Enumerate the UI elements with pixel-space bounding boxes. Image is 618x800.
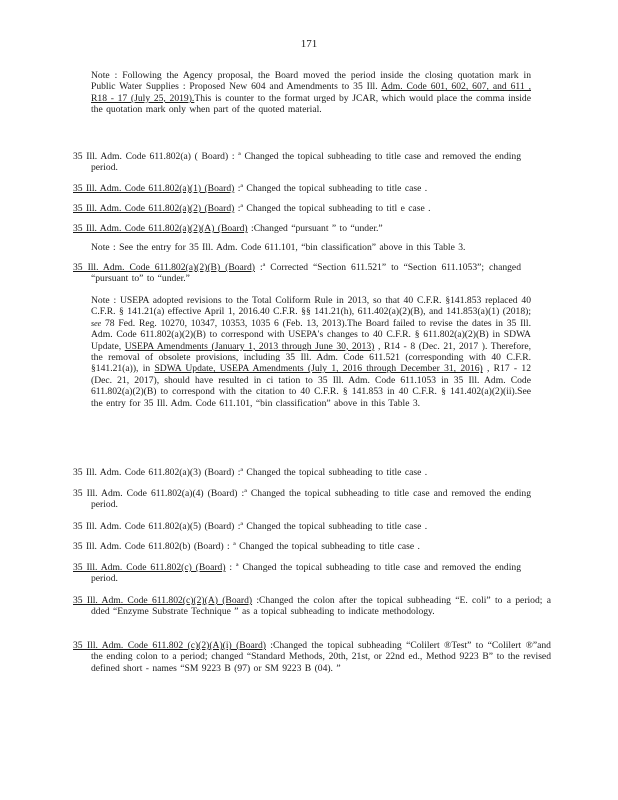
citation-link-text: 35 Ill. Adm. Code 611.802(a)(1) (Board) <box>73 183 235 194</box>
entry-text: Note : See the entry for 35 Ill. Adm. Code 611.101, “bin classification” above in this Table 3. <box>91 242 466 253</box>
entry-text: Note : USEPA adopted revisions to the Total Coliform Rule in 2013, so that 40 C.F.R. §141.853 replaced 40 C.F.R. § 141.21(a) effective April 1, 2016.40 C.F.R. §§ 141.21(h), 611.402(a)(2)(B), and 141.853(a)(1) (2018); <box>91 295 531 318</box>
entry-1 <box>91 70 531 116</box>
entry-14 <box>73 595 551 618</box>
entry-text: Note : Following the Agency proposal, the Board moved the period inside the closing quotation mark in Public Water Supplies : Proposed New 604 and Amendments to 35 Ill. <box>91 70 531 93</box>
entry-text: :Changed “pursuant ” to “under.” <box>247 223 383 234</box>
entry-6 <box>91 242 541 253</box>
entry-10 <box>73 488 531 511</box>
entry-4 <box>73 203 503 214</box>
entry-text: :Changed the topical subheading “Colilert ®Test” to “Colilert ®”and the ending colon to a period; changed “Standard Methods, 20th, 21st, or 22nd ed., Method 9223 B” to the revised defined short - names “SM 9223 B (97) or SM 9223 B (04). ” <box>91 640 551 674</box>
entry-8 <box>91 295 531 409</box>
entry-text: 35 Ill. Adm. Code 611.802(a)(5) (Board) :ª Changed the topical subheading to title case . <box>73 521 428 532</box>
citation-link-text: 35 Ill. Adm. Code 611.802 (c)(2)(A)(i) (Board) <box>73 640 266 651</box>
citation-link-text: Adm. Code 601, 602, 607, and 611 , R18 - 17 (July 25, 2019). <box>91 81 532 104</box>
citation-link-text: 35 Ill. Adm. Code 611.802(c) (Board) <box>73 562 226 573</box>
entry-text: , R14 - 8 (Dec. 21, 2017 ). Therefore, the removal of obsolete provisions, including 35 Ill. Adm. Code 611.521 (corresponding with 40 C.F.R. §141.21(a)), in <box>91 340 531 375</box>
entry-12 <box>73 541 503 552</box>
entry-text: :ª Changed the topical subheading to title case . <box>234 183 428 194</box>
citation-link-text: 35 Ill. Adm. Code 611.802(a)(2)(A) (Board) <box>73 223 248 234</box>
entry-3 <box>73 183 503 194</box>
entry-text: 35 Ill. Adm. Code 611.802(a)(3) (Board) :ª Changed the topical subheading to title case . <box>73 467 428 478</box>
entry-text: , R17 - 12 (Dec. 21, 2017), should have resulted in ci tation to 35 Ill. Adm. Code 611.1053 in 35 Ill. Adm. Code 611.802(a)(2)(B) to correspond with the citation to 40 C.F.R. § 141.853 in 40 C.F.R. § 141.402(a)(2)(ii).See the entry for 35 Ill. Adm. Code 611.101, “bin classification” above in this Table 3. <box>91 363 531 409</box>
citation-link-text: 35 Ill. Adm. Code 611.802(a)(2)(B) (Board) <box>73 262 255 273</box>
entry-text: :Changed the colon after the topical subheading “E. coli” to a period; a dded “Enzyme Substrate Technique ” as a topical subheading to indicate methodology. <box>91 595 551 618</box>
entry-5 <box>73 223 503 234</box>
citation-link-text: 35 Ill. Adm. Code 611.802(c)(2)(A) (Board) <box>73 595 253 606</box>
entry-text: :ª Changed the topical subheading to titl e case . <box>234 203 431 214</box>
entry-9 <box>73 467 503 478</box>
entry-text: 35 Ill. Adm. Code 611.802(a)(4) (Board) :ª Changed the topical subheading to title case and removed the ending period. <box>73 488 531 511</box>
entry-11 <box>73 521 503 532</box>
entry-7 <box>73 262 521 285</box>
citation-link-text: 35 Ill. Adm. Code 611.802(a)(2) (Board) <box>73 203 235 214</box>
entry-text: : ª Changed the topical subheading to title case and removed the ending period. <box>91 562 521 585</box>
entry-2 <box>73 151 521 174</box>
page-number: 171 <box>300 38 318 50</box>
entry-text: This is counter to the format urged by JCAR, which would place the comma inside the quotation mark only when part of the quoted material. <box>91 92 531 116</box>
entry-text: 35 Ill. Adm. Code 611.802(a) ( Board) : ª Changed the topical subheading to title case and removed the ending period. <box>73 151 521 174</box>
entry-13 <box>73 562 521 585</box>
entry-text: 78 Fed. Reg. 10270, 10347, 10353, 1035 6 (Feb. 13, 2013).The Board failed to revise the dates in 35 Ill. Adm. Code 611.802(a)(2)(B) to correspond with USEPA's changes to 40 C.F.R. § 611.802(a)(2)(B) in SDWA Update, <box>91 317 531 352</box>
italic-term: see <box>91 318 102 328</box>
citation-link-text: SDWA Update, USEPA Amendments (July 1, 2016 through December 31, 2016) <box>154 363 483 375</box>
citation-link-text: USEPA Amendments (January 1, 2013 through June 30, 2013) <box>124 340 375 352</box>
entry-15 <box>73 640 551 674</box>
entry-text: :ª Corrected “Section 611.521” to “Section 611.1053”; changed “pursuant to” to “under.” <box>91 262 521 285</box>
entry-text: 35 Ill. Adm. Code 611.802(b) (Board) : ª Changed the topical subheading to title case . <box>73 541 420 552</box>
